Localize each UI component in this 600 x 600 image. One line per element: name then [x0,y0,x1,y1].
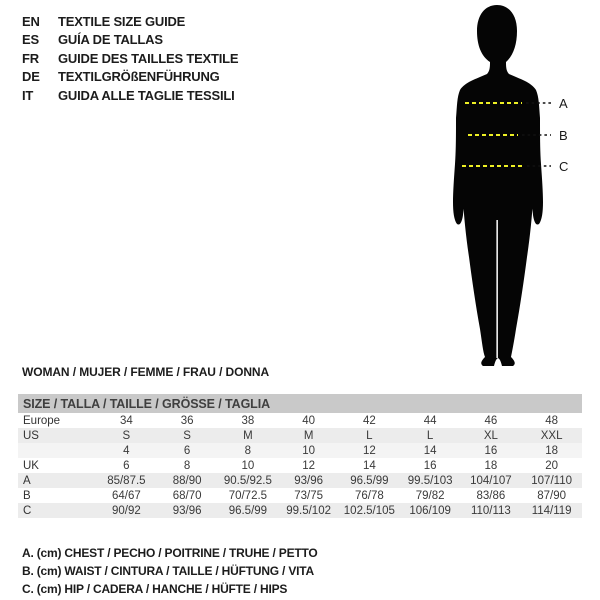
language-code: IT [22,87,34,103]
woman-silhouette [453,5,543,366]
table-row-europe [18,413,582,428]
size-cell: 104/107 [470,474,512,487]
row-label: US [23,429,39,442]
woman-silhouette-svg [420,2,580,372]
size-cell: 64/67 [111,489,141,502]
language-code: FR [22,50,39,66]
size-cell: 85/87.5 [107,474,146,487]
language-list [22,13,238,105]
size-cell: 107/110 [531,474,572,487]
language-title: GUÍA DE TALLAS [58,32,163,48]
table-row-waist [18,488,582,503]
size-cell: 16 [423,459,437,472]
size-cell: 6 [123,459,130,472]
size-cell: 8 [244,444,252,457]
row-label: Europe [23,414,61,427]
size-cell: L [366,429,373,442]
size-cell: 99.5/102 [286,504,331,517]
size-cell: 73/75 [294,489,324,502]
size-cell: M [303,429,314,442]
legend-hip: C. (cm) HIP / CADERA / HANCHE / HÜFTE / HIPS [22,582,288,597]
size-cell: 6 [183,444,191,457]
size-cell: 14 [362,459,376,472]
size-cell: 12 [362,444,376,457]
size-cell: M [243,429,253,442]
table-row-hip [18,503,582,518]
size-cell: 88/90 [172,474,202,487]
table-row-us [18,428,582,443]
size-cell: 44 [423,414,437,427]
language-row-en [22,13,238,31]
size-cell: 48 [545,414,559,427]
language-title: TEXTILE SIZE GUIDE [58,14,186,29]
size-table-header: SIZE / TALLA / TAILLE / GRÖSSE / TAGLIA [18,394,582,413]
size-cell: 42 [362,414,376,427]
row-label: A [23,474,31,487]
size-cell: 70/72.5 [228,489,268,502]
language-row-fr [22,50,238,68]
size-table-header-row [18,394,582,413]
size-cell: 20 [545,459,559,472]
size-cell: 110/113 [470,504,511,517]
table-row-uk [18,458,582,473]
size-cell: 83/86 [476,489,506,502]
size-cell: 18 [545,444,559,457]
size-cell: 106/109 [409,504,451,517]
language-code: EN [22,14,40,29]
size-cell: S [122,429,131,442]
size-cell: 10 [241,459,255,472]
measure-label-c: C [559,159,569,174]
legend-waist: B. (cm) WAIST / CINTURA / TAILLE / HÜFTUNG / VITA [22,564,314,579]
legend-chest: A. (cm) CHEST / PECHO / POITRINE / TRUHE / PETTO [22,546,318,560]
section-title: WOMAN / MUJER / FEMME / FRAU / DONNA [22,365,270,379]
size-cell: 4 [123,444,130,457]
size-cell: XXL [540,429,563,442]
row-label [18,443,96,458]
size-cell: 10 [302,444,316,457]
size-cell: 114/119 [531,504,572,517]
language-code: ES [22,32,39,48]
size-cell: 90/92 [111,504,141,517]
language-title: TEXTILGRÖßENFÜHRUNG [58,69,220,85]
language-title: GUIDA ALLE TAGLIE TESSILI [58,87,235,103]
language-row-it [22,87,238,105]
size-table [18,394,582,518]
size-cell: L [426,429,434,442]
row-label: C [23,504,32,517]
size-cell: 16 [484,444,498,457]
row-label: B [23,489,31,502]
leg-gap-line [496,220,498,358]
size-cell: 46 [484,414,498,427]
table-row-us-numeric [18,443,582,458]
size-cell: 99.5/103 [407,474,453,487]
measure-label-b: B [559,128,568,143]
size-cell: 14 [423,444,437,457]
table-row-chest [18,473,582,488]
size-cell: XL [483,429,498,442]
measurement-legend [22,544,318,599]
size-cell: 96.5/99 [228,504,268,517]
size-table-container [18,394,582,518]
size-cell: 79/82 [415,489,445,502]
size-cell: S [183,429,191,442]
size-cell: 87/90 [537,489,567,502]
size-cell: 38 [241,414,255,427]
row-label: UK [23,459,39,472]
language-title: GUIDE DES TAILLES TEXTILE [58,50,239,66]
size-cell: 93/96 [294,474,324,487]
size-cell: 34 [119,414,133,427]
size-cell: 96.5/99 [350,474,389,487]
size-cell: 93/96 [172,504,202,517]
size-cell: 8 [183,459,191,472]
language-row-de [22,68,238,86]
language-code: DE [22,69,40,85]
body-measurement-figure [420,2,580,372]
size-cell: 76/78 [354,489,384,502]
size-cell: 18 [484,459,498,472]
size-cell: 40 [302,414,316,427]
size-cell: 12 [302,459,316,472]
language-row-es [22,31,238,49]
size-cell: 68/70 [172,489,202,502]
size-cell: 36 [180,414,194,427]
size-cell: 90.5/92.5 [223,474,272,487]
measure-label-a: A [559,96,568,111]
size-cell: 102.5/105 [343,504,395,517]
